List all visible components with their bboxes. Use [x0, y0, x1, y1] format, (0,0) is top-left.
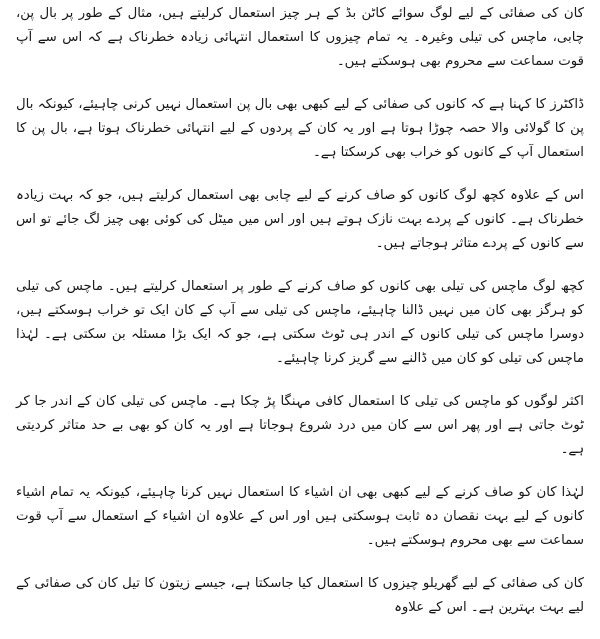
paragraph-hair-pin-warning: ڈاکٹرز کا کہنا ہے کہ کانوں کی صفائی کے لیے کبھی بھی بال پن استعمال نہیں کرنی چاہیئے، کیونکہ بال پن کا گولائی والا حصہ چوڑا ہوتا ہے اور یہ کان کے پردوں کے لیے انتہائی خطرناک ہوتا ہے، بال پن کا استعمال آپ کے کانوں کو خراب بھی کرسکتا ہے۔: [16, 97, 584, 160]
paragraph-home-remedies: کان کی صفائی کے لیے گھریلو چیزوں کا استعمال کیا جاسکتا ہے، جیسے زیتون کا تیل کان کی صفائی کے لیے بہت بہترین ہے۔ اس کے علاوہ: [16, 576, 584, 615]
paragraph-matchstick-pain: اکثر لوگوں کو ماچس کی تیلی کا استعمال کافی مہنگا پڑ چکا ہے۔ ماچس کی تیلی کان کے اندر جا کر ٹوٹ جاتی ہے اور پھر اس سے کان میں درد شروع ہوجاتا ہے اور یہ کان کو بھی بے حد متاثر کردیتی ہے۔: [16, 394, 584, 457]
article-body: [16, 2, 584, 639]
paragraph-avoid-objects: لہٰذا کان کو صاف کرنے کے لیے کبھی بھی ان اشیاء کا استعمال نہیں کرنا چاہیئے، کیونکہ یہ تمام اشیاء کانوں کے لیے بہت نقصان دہ ثابت ہوسکتی ہیں اور اس کے علاوہ ان اشیاء کے استعمال سے آپ قوت سماعت سے بھی محروم ہوسکتے ہیں۔: [16, 485, 584, 548]
paragraph-key-warning: اس کے علاوہ کچھ لوگ کانوں کو صاف کرنے کے لیے چابی بھی استعمال کرلیتے ہیں، جو کہ بہت زیادہ خطرناک ہے۔ کانوں کے پردے بہت نازک ہوتے ہیں اور اس میں میٹل کی کوئی بھی چیز لگ جائے تو اس سے کانوں کے پردے متاثر ہوجاتے ہیں۔: [16, 188, 584, 251]
paragraph-matchstick-warning: کچھ لوگ ماچس کی تیلی بھی کانوں کو صاف کرنے کے طور پر استعمال کرلیتے ہیں۔ ماچس کی تیلی کو ہرگز بھی کان میں نہیں ڈالنا چاہیئے، ماچس کی تیلی سے آپ کے کان ایک تو خراب ہوسکتے ہیں، دوسرا ماچس کی تیلی کانوں کے اندر ہی ٹوٹ سکتی ہے، جو کہ ایک بڑا مسئلہ بن سکتی ہے۔ لہٰذا ماچس کی تیلی کو کان میں ڈالنے سے گریز کرنا چاہیئے۔: [16, 279, 584, 366]
paragraph-cotton-bud-intro: کان کی صفائی کے لیے لوگ سوائے کاٹن بڈ کے ہر چیز استعمال کرلیتے ہیں، مثال کے طور پر بال پن، چابی، ماچس کی تیلی وغیرہ۔ یہ تمام چیزوں کا استعمال انتہائی زیادہ خطرناک ہے کہ اس سے آپ قوت سماعت سے محروم بھی ہوسکتے ہیں۔: [16, 6, 584, 69]
